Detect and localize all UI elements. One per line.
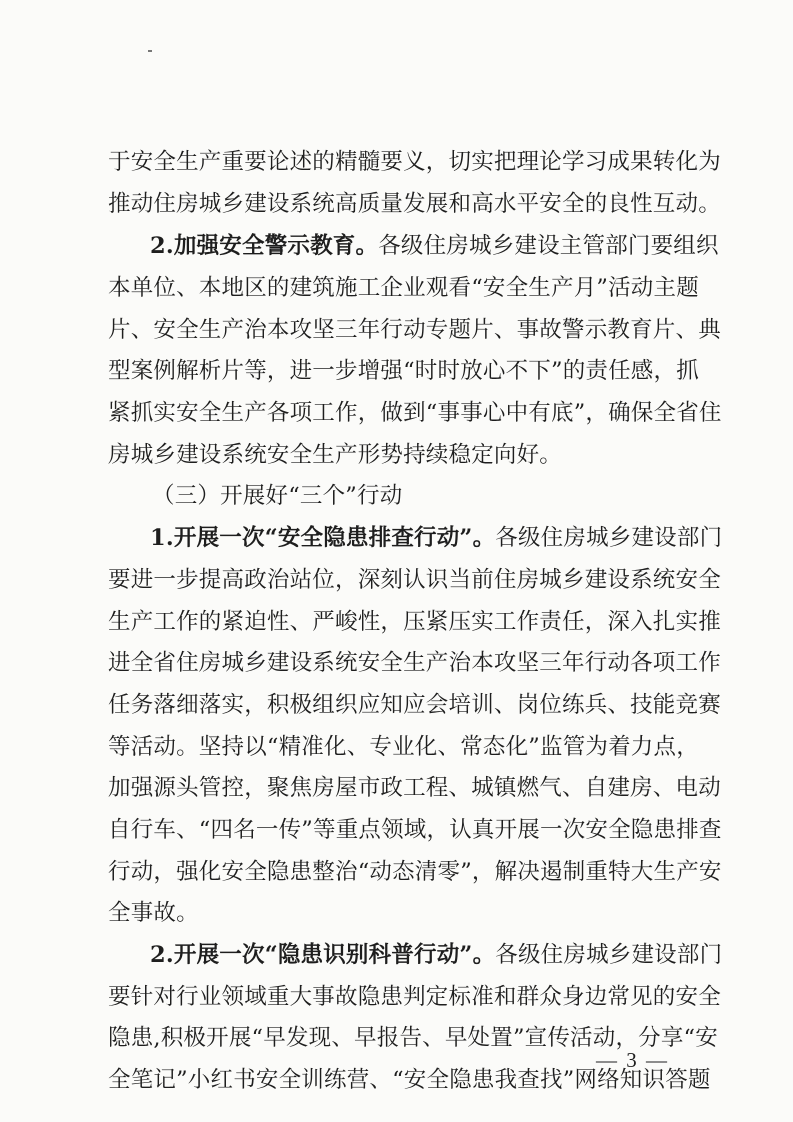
text-line: 任务落细落实，积极组织应知应会培训、岗位练兵、技能竞赛 bbox=[108, 692, 721, 718]
text-line: 于安全生产重要论述的精髓要义，切实把理论学习成果转化为 bbox=[108, 149, 721, 175]
text-run: 各级住房城乡建设部门 bbox=[495, 942, 723, 968]
paragraph-first-line bbox=[150, 521, 723, 555]
text-run: 各级住房城乡建设部门 bbox=[495, 525, 723, 551]
text-line: 房城乡建设系统安全生产形势持续稳定向好。 bbox=[108, 442, 563, 468]
paragraph-first-line bbox=[150, 229, 719, 263]
text-line: 本单位、本地区的建筑施工企业观看“安全生产月”活动主题 bbox=[108, 275, 699, 301]
text-line: 型案例解析片等，进一步增强“时时放心不下”的责任感，抓 bbox=[108, 358, 699, 384]
item-heading: 2.开展一次“隐患识别科普行动”。 bbox=[150, 942, 496, 968]
page-number: — 3 — bbox=[596, 1048, 669, 1072]
paragraph-first-line bbox=[150, 938, 723, 972]
text-line: 自行车、“四名一传”等重点领域，认真开展一次安全隐患排查 bbox=[108, 817, 722, 843]
text-line: 要针对行业领域重大事故隐患判定标准和群众身边常见的安全 bbox=[108, 984, 721, 1010]
text-line: 紧抓实安全生产各项工作，做到“事事心中有底”，确保全省住 bbox=[108, 400, 722, 426]
text-line: 进全省住房城乡建设系统安全生产治本攻坚三年行动各项工作 bbox=[108, 650, 721, 676]
text-line: 等活动。坚持以“精准化、专业化、常态化”监管为着力点， bbox=[108, 734, 699, 760]
text-line: 生产工作的紧迫性、严峻性，压紧压实工作责任，深入扎实推 bbox=[108, 609, 721, 635]
text-line: 隐患,积极开展“早发现、早报告、早处置”宣传活动，分享“安 bbox=[108, 1025, 718, 1051]
section-heading: （三）开展好“三个”行动 bbox=[152, 483, 403, 509]
text-line: 全笔记”小红书安全训练营、“安全隐患我查找”网络知识答题 bbox=[108, 1067, 711, 1093]
item-heading: 1.开展一次“安全隐患排查行动”。 bbox=[150, 525, 496, 551]
text-run: 各级住房城乡建设主管部门要组织 bbox=[378, 233, 719, 259]
text-line: 要进一步提高政治站位，深刻认识当前住房城乡建设系统安全 bbox=[108, 567, 721, 593]
scan-mark bbox=[148, 50, 152, 52]
text-line: 全事故。 bbox=[108, 900, 199, 926]
text-line: 片、安全生产治本攻坚三年行动专题片、事故警示教育片、典 bbox=[108, 317, 721, 343]
text-line: 推动住房城乡建设系统高质量发展和高水平安全的良性互动。 bbox=[108, 191, 721, 217]
item-heading: 2.加强安全警示教育。 bbox=[150, 233, 379, 259]
text-line: 加强源头管控，聚焦房屋市政工程、城镇燃气、自建房、电动 bbox=[108, 775, 721, 801]
text-line: 行动，强化安全隐患整治“动态清零”，解决遏制重特大生产安 bbox=[108, 859, 722, 885]
